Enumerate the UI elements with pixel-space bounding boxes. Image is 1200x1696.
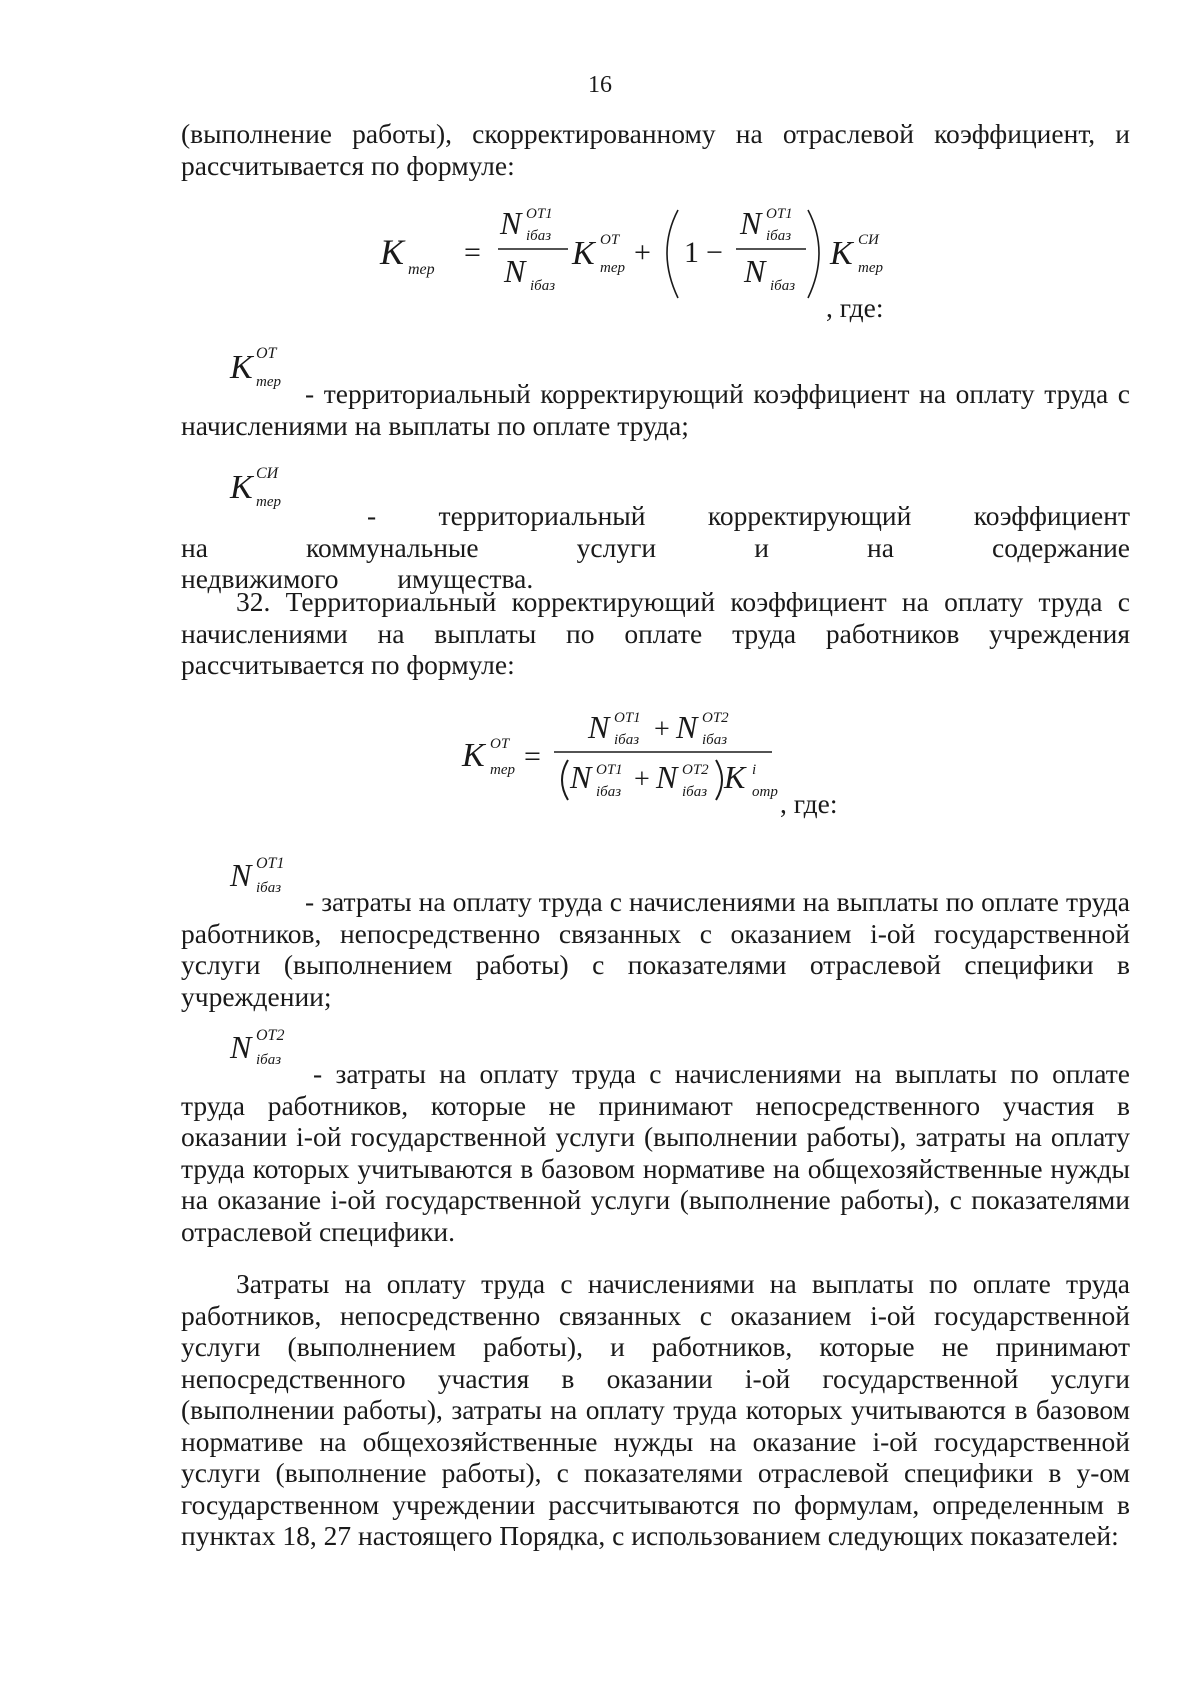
f1-num2-n: N xyxy=(740,205,762,241)
f1-num-sub: iбаз xyxy=(526,228,552,244)
svg-text:iбаз: iбаз xyxy=(256,1052,282,1068)
svg-text:N: N xyxy=(230,1029,252,1065)
svg-text:K: K xyxy=(230,469,253,506)
paragraph-32: 32. Территориальный корректирующий коэффициент на оплату труда с начислениями на выплаты по оплате труда работников учреждения рассчитывается по формуле: xyxy=(181,586,1130,680)
f2-den-plus: + xyxy=(634,764,650,795)
f1-lhs-sub: тер xyxy=(408,261,435,278)
f2-lhs: K xyxy=(462,737,485,774)
f2-num2-sup: ОТ2 xyxy=(702,710,729,726)
svg-text:ОТ: ОТ xyxy=(256,345,277,362)
f1-one: 1 xyxy=(684,236,699,269)
f1-den-sub: iбаз xyxy=(530,278,556,294)
f2-num1-sup: ОТ1 xyxy=(614,710,641,726)
f2-den-n1-sup: ОТ1 xyxy=(596,762,623,778)
f2-num1-sub: iбаз xyxy=(614,732,640,748)
f2-num2-sub: iбаз xyxy=(702,732,728,748)
f2-den-k-sup: i xyxy=(752,762,757,778)
svg-text:ОТ1: ОТ1 xyxy=(256,855,285,872)
f1-k1-sub: тер xyxy=(600,260,625,276)
svg-text:тер: тер xyxy=(256,494,281,510)
f2-equals: = xyxy=(524,740,541,773)
f1-equals: = xyxy=(464,236,481,269)
f2-den-n1-sub: iбаз xyxy=(596,784,622,800)
f1-minus: − xyxy=(706,236,723,269)
formula-k-ot-ter xyxy=(462,709,782,812)
f1-num2-sub: iбаз xyxy=(766,228,792,244)
def3-text: - затраты на оплату труда с начислениями на выплаты по оплате труда работников, непосредственно связанных с оказанием i-ой государственной услуги (выполнением работы) с показателями отраслевой специфики в учреждении; xyxy=(181,886,1130,1012)
f2-lhs-sub: тер xyxy=(490,762,515,778)
f2-num1: N xyxy=(588,709,610,745)
svg-text:K: K xyxy=(230,349,253,386)
f1-den2-n: N xyxy=(744,253,766,289)
f1-k1-sup: ОТ xyxy=(600,232,620,248)
svg-text:ОТ2: ОТ2 xyxy=(256,1027,285,1044)
f1-left-paren xyxy=(667,210,678,298)
f2-where: , где: xyxy=(780,788,838,819)
f2-den-n2-sub: iбаз xyxy=(682,784,708,800)
f1-right-paren xyxy=(808,210,819,298)
f2-lhs-sup: ОТ xyxy=(490,736,510,752)
f2-den-k: K xyxy=(724,759,746,795)
f2-den-right-paren xyxy=(716,760,722,800)
def4-text: - затраты на оплату труда с начислениями на выплаты по оплате труда работников, которые не принимают непосредственного участия в оказании i-ой государственной услуги (выполнении работы), затраты на оплату труда которых учитываются в базовом нормативе на общехозяйственные нужды на оказание i-ой государственной услуги (выполнение работы), с показателями отраслевой специфики. xyxy=(181,1058,1130,1247)
def2-text: - территориальный корректирующий коэффициент на коммунальные услуги и на содержание недвижимого имущества. xyxy=(181,500,1130,594)
f2-den-n2: N xyxy=(656,759,678,795)
intro-paragraph: (выполнение работы), скорректированному на отраслевой коэффициент, и рассчитывается по формуле: xyxy=(181,118,1130,181)
f2-num2: N xyxy=(676,709,698,745)
svg-text:iбаз: iбаз xyxy=(256,880,282,896)
f1-k2-sup: СИ xyxy=(858,232,879,248)
f1-k1: K xyxy=(572,235,595,272)
final-paragraph: Затраты на оплату труда с начислениями на выплаты по оплате труда работников, непосредственно связанных с оказанием i-ой государственной услуги (выполнением работы), и работников, которые не принимают непосредственного участия в оказании i-ой государственной услуги (выполнении работы), затраты на оплату труда которых учитываются в базовом нормативе на общехозяйственные нужды на оказание i-ой государственной услуги (выполнение работы), с показателями отраслевой специфики в у-ом государственном учреждении рассчитываются по формулам, определенным в пунктах 18, 27 настоящего Порядка, с использованием следующих показателей: xyxy=(181,1268,1130,1551)
f2-den-n2-sup: ОТ2 xyxy=(682,762,709,778)
f1-num-sup: ОТ1 xyxy=(526,206,553,222)
f2-den-left-paren xyxy=(562,760,568,800)
f1-den-n: N xyxy=(504,253,526,289)
f1-where: , где: xyxy=(826,292,884,323)
svg-text:тер: тер xyxy=(256,374,281,390)
f2-den-k-sub: отр xyxy=(752,784,778,800)
f1-k2-sub: тер xyxy=(858,260,883,276)
def1-text: - территориальный корректирующий коэффициент на оплату труда с начислениями на выплаты по оплате труда; xyxy=(181,378,1130,441)
f1-k2: K xyxy=(830,235,853,272)
page-number: 16 xyxy=(588,72,612,98)
f1-plus: + xyxy=(634,236,651,269)
f2-den-n1: N xyxy=(570,759,592,795)
f1-num2-sup: ОТ1 xyxy=(766,206,793,222)
f1-num-n: N xyxy=(500,205,522,241)
f2-num-plus: + xyxy=(654,714,670,745)
svg-text:N: N xyxy=(230,857,252,893)
f1-lhs: K xyxy=(380,232,405,272)
svg-text:СИ: СИ xyxy=(256,465,279,482)
f1-den2-sub: iбаз xyxy=(770,278,796,294)
